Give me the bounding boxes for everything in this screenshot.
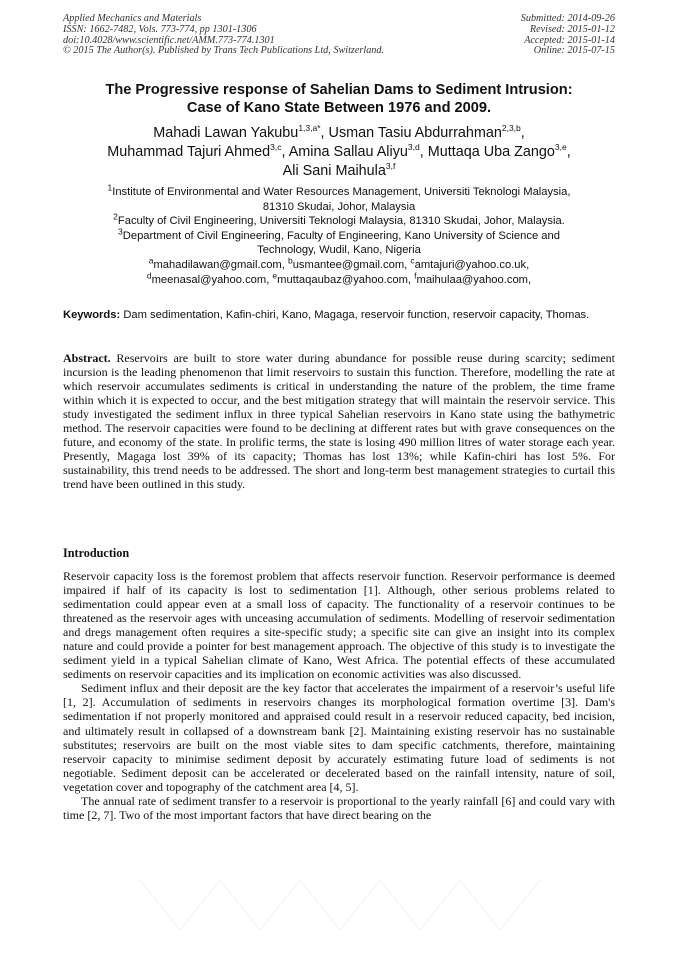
affiliation-2 — [40, 211, 638, 229]
affiliation-1-cont: 81310 Skudai, Johor, Malaysia — [262, 200, 416, 213]
affiliation-superscript: 1 — [107, 182, 113, 193]
introduction-body — [63, 569, 615, 822]
email-superscript: a — [148, 255, 154, 266]
author-name: Muttaqa Uba Zango — [427, 144, 555, 160]
paragraph: Sediment influx and their deposit are the key factor that accelerates the impairment of a reservoir’s useful life [1, 2]. Accumulation of sediments in reservoirs changes its morphological formation overtime [3]. Dam's sedimentation if not properly monitored and appraised could result in a reservoir reduced capacity, bed incision, and ultimately result in collapsed of a downstream bank [2]. Maintaining existing reservoir has no sustainable substitutes; reservoirs are built on the most viable sites to dam specific catchments, therefore, maintaining reservoir capacity to minimise sediment deposit by accurately estimating future load of sediments is not negotiable. Sediment deposit can be accelerated or decelerated based on the rainfall intensity, nature of soil, vegetation cover and topography of the catchment area [4, 5]. — [63, 681, 615, 794]
affiliation-3 — [40, 226, 638, 244]
submitted-date: Submitted: 2014-09-26 — [520, 13, 615, 24]
email-link[interactable]: usmantee@gmail.com, — [292, 258, 408, 271]
online-date: Online: 2015-07-15 — [533, 45, 615, 57]
author-list — [40, 124, 638, 181]
email-link[interactable]: mahadilawan@gmail.com, — [153, 258, 285, 271]
revised-date: Revised: 2015-01-12 — [529, 23, 615, 35]
title-line-2: Case of Kano State Between 1976 and 2009. — [186, 99, 492, 116]
email-link[interactable]: meenasal@yahoo.com, — [151, 273, 270, 286]
keywords-text: Dam sedimentation, Kafin-chiri, Kano, Magaga, reservoir function, reservoir capacity, Thomas. — [123, 309, 590, 321]
accepted-date: Accepted: 2015-01-14 — [524, 34, 615, 46]
email-link[interactable]: amtajuri@yahoo.co.uk, — [414, 258, 530, 271]
affiliation-3-cont: Technology, Wudil, Kano, Nigeria — [257, 244, 421, 257]
journal-name: Applied Mechanics and Materials — [63, 13, 202, 24]
email-link[interactable]: maihulaa@yahoo.com, — [416, 273, 532, 286]
paragraph: Reservoir capacity loss is the foremost problem that affects reservoir function. Reservoir performance is deemed impaired if half of its capacity is lost to sedimentation [1]. Although, other serious problems related to sedimentation could appear even at a small loss of capacity. The functionality of a reservoir continues to be threatened as the reservoir ages with unceasing accumulation of sediments. Modelling of reservoir sedimentation and dregs management often requires a site-specific study; a specific site can give an insight into its complex nature and could provide a pointer for best management approach. The objective of this study is to investigate the sediment yield in a typical Sahelian climate of Kano, West Africa. The potential effects of these accumulated sediments on reservoir capacities and its implication on economic activities was also discussed. — [63, 569, 615, 682]
affiliation-superscript: 2 — [113, 211, 118, 222]
author-superscript: 3,f — [385, 161, 396, 172]
affiliation-text: Faculty of Civil Engineering, Universiti Teknologi Malaysia, 81310 Skudai, Johor, Malaysia. — [117, 215, 565, 228]
author-superscript: 3,e — [554, 142, 567, 153]
affiliation-text: Institute of Environmental and Water Resources Management, Universiti Teknologi Malaysia, — [112, 186, 571, 198]
email-superscript: c — [410, 255, 415, 266]
author-superscript: 2,3,b — [501, 123, 521, 134]
author-line-3 — [40, 162, 638, 181]
email-line-2 — [40, 269, 638, 288]
keywords-label: Keywords: — [63, 309, 121, 321]
doi-line: doi:10.4028/www.scientific.net/AMM.773-774.1301 — [63, 34, 275, 46]
journal-header-left — [63, 14, 384, 57]
author-line-1: Mahadi Lawan Yakubu$^{1,3,a*}$, Usman Tasiu Abdurrahman$^{2,3,b}$, — [153, 123, 525, 141]
paper-title — [50, 82, 628, 117]
keywords-section — [63, 309, 615, 323]
email-superscript: d — [146, 269, 152, 280]
title-line-1: The Progressive response of Sahelian Dams to Sediment Intrusion: — [105, 82, 573, 98]
affiliation-1 — [40, 182, 638, 200]
section-heading-introduction: Introduction — [63, 546, 130, 560]
author-name: Muhammad Tajuri Ahmed — [107, 144, 271, 160]
abstract-text: Reservoirs are built to store water during abundance for possible reuse during scarcity; sediment incursion is the leading phenomenon that limit reservoirs to sustain this function. Therefore, modelling the rate at which reservoir accumulates sediments is critical in understanding the nature of the problem, the time frame within which it is expected to occur, and the best mitigation strategy that will maintain the reservoir service. This study investigated the sediment influx in three typical Sahelian reservoirs in Kano state using the bathymetric method. The reservoir capacities were found to be declining at different rates but with grave consequences on the future, and economy of the state. In prolific terms, the state is losing 490 million litres of water storage each year. Presently, Magaga lost 39% of its capacity; Thomas has lost 13%; while Kafin-chiri has lost 5%. For sustainability, this trend needs to be addressed. The short and long-term best management strategies to curtail this trend have been outlined in this study. — [63, 351, 615, 492]
author-superscript: 1,3,a* — [298, 123, 321, 134]
journal-header-right — [521, 14, 615, 57]
author-line-2: Muhammad Tajuri Ahmed$^{3,c}$, Amina Sallau Aliyu$^{3,d}$, Muttaqa Uba Zango$^{3,e}$, — [107, 142, 571, 160]
affiliation-superscript: 3 — [118, 226, 123, 237]
copyright-line: © 2015 The Author(s). Published by Trans Tech Publications Ltd, Switzerland. — [63, 45, 385, 57]
email-superscript: e — [272, 269, 278, 280]
email-link[interactable]: muttaqaubaz@yahoo.com, — [277, 273, 412, 286]
email-superscript: b — [287, 255, 293, 266]
author-superscript: 3,c — [270, 142, 282, 153]
issn-line: ISSN: 1662-7482, Vols. 773-774, pp 1301-1306 — [63, 23, 257, 35]
author-name: Mahadi Lawan Yakubu — [153, 125, 299, 141]
author-name: Amina Sallau Aliyu — [288, 144, 408, 160]
author-name: Ali Sani Maihula — [282, 163, 386, 179]
abstract-section — [63, 351, 615, 491]
email-superscript: f — [414, 269, 417, 280]
email-line-1 — [40, 255, 638, 273]
affiliation-text: Department of Civil Engineering, Faculty of Engineering, Kano University of Science and — [122, 229, 560, 242]
author-name: Usman Tasiu Abdurrahman — [328, 125, 502, 141]
author-superscript: 3,d — [407, 142, 420, 153]
paragraph: The annual rate of sediment transfer to a reservoir is proportional to the yearly rainfall [6] and could vary with time [2, 7]. Two of the most important factors that have direct bearing on the — [63, 793, 615, 822]
abstract-label: Abstract. — [63, 351, 111, 365]
affiliations — [40, 182, 638, 287]
